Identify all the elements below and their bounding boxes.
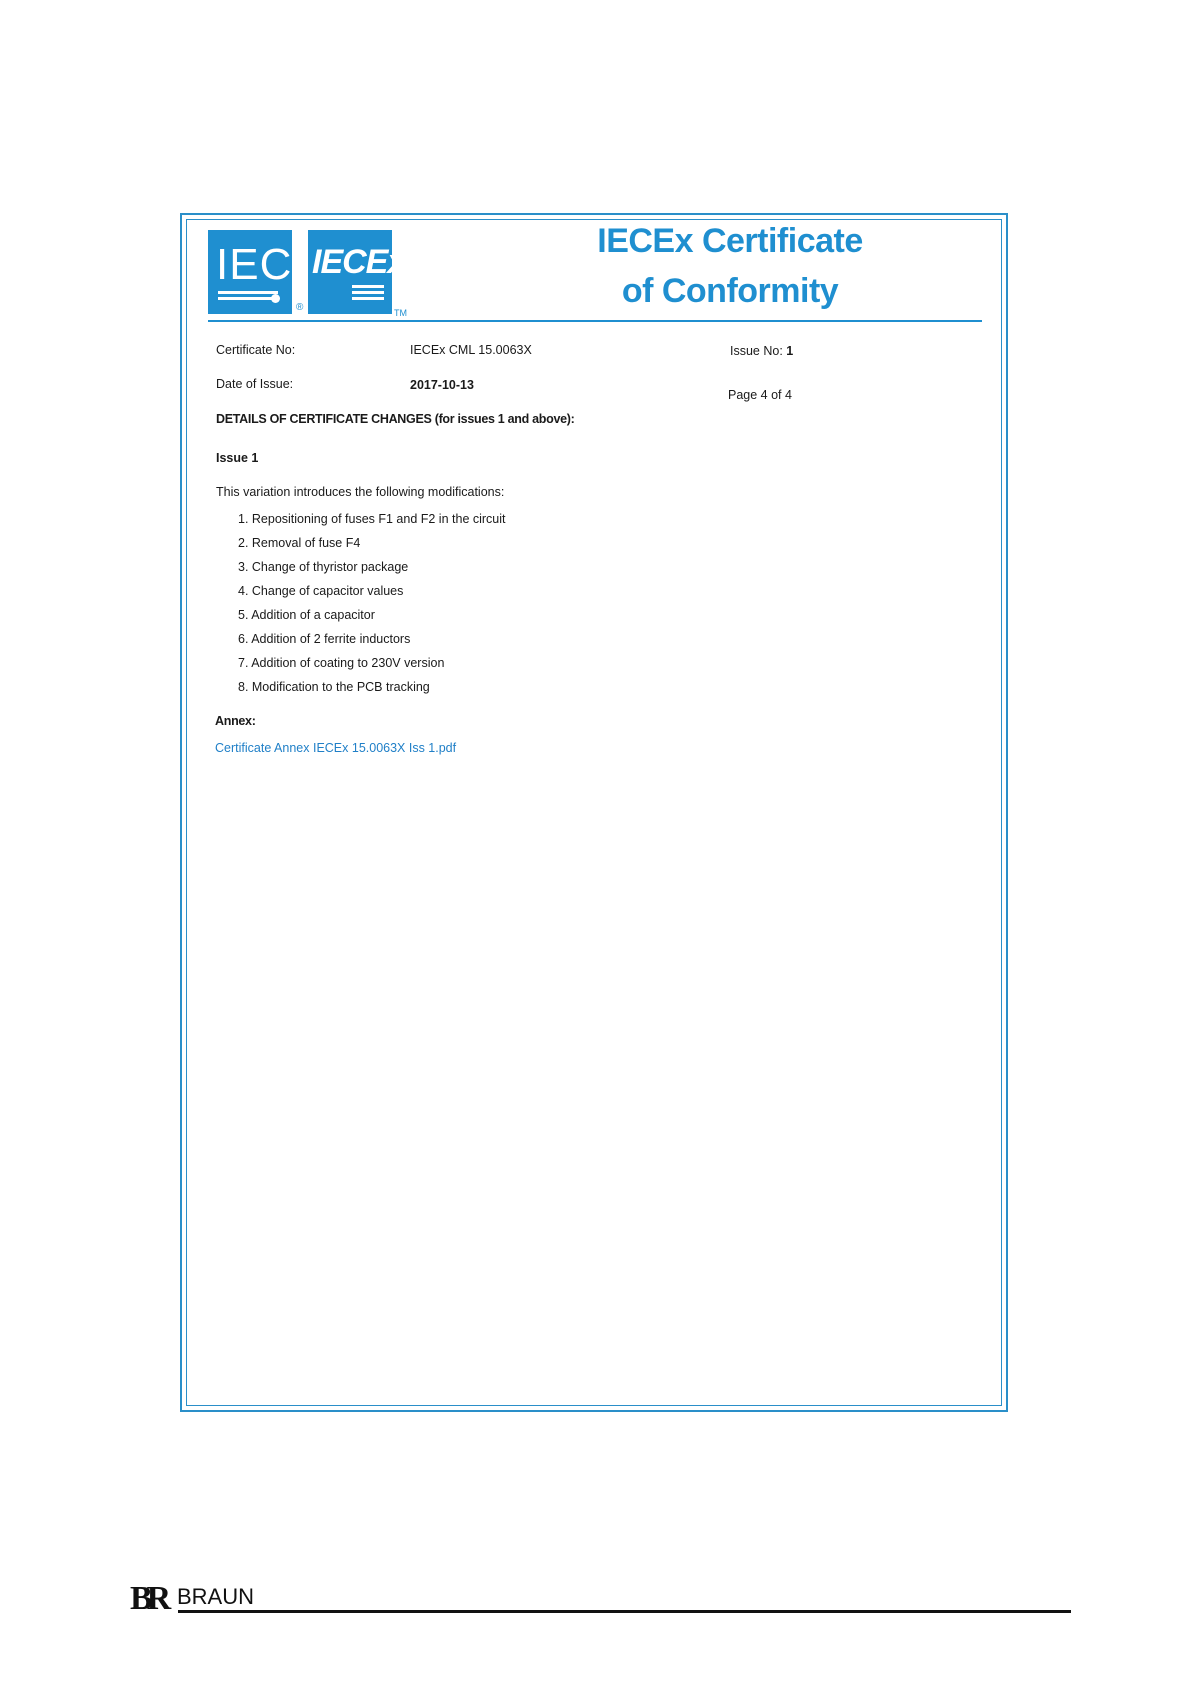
issue-no-value: 1 (786, 344, 794, 358)
annex-label: Annex: (215, 714, 256, 728)
certificate-frame-inner (186, 219, 1002, 1406)
list-item: 4. Change of capacitor values (238, 584, 404, 598)
iecex-logo-text: IECEx (312, 243, 406, 281)
trademark: TM (394, 308, 407, 318)
list-item: 5. Addition of a capacitor (238, 608, 375, 622)
list-item: 3. Change of thyristor package (238, 560, 409, 574)
iec-logo-text: IEC (216, 240, 293, 289)
page-number: Page 4 of 4 (728, 388, 792, 402)
list-item: 6. Addition of 2 ferrite inductors (238, 632, 411, 646)
header-rule (208, 320, 982, 322)
issue-no-label: Issue No: (730, 344, 783, 358)
certificate-no-value: IECEx CML 15.0063X (410, 343, 532, 357)
changes-heading: DETAILS OF CERTIFICATE CHANGES (for issues 1 and above): (216, 412, 575, 426)
braun-brand-name: BRAUN (177, 1584, 255, 1609)
changes-intro: This variation introduces the following modifications: (216, 485, 505, 499)
certificate-no-label: Certificate No: (216, 343, 296, 357)
registered-mark: ® (296, 302, 304, 313)
annex-link[interactable]: Certificate Annex IECEx 15.0063X Iss 1.pdf (215, 741, 457, 755)
iec-logo-lines (218, 288, 278, 300)
braun-logo-mark: BR (130, 1580, 166, 1617)
certificate-title-line1: IECEx Certificate (597, 222, 863, 260)
iec-logo (208, 230, 292, 314)
date-value: 2017-10-13 (410, 378, 474, 392)
list-item: 1. Repositioning of fuses F1 and F2 in the circuit (238, 512, 506, 526)
footer-rule (178, 1610, 1071, 1613)
list-item: 8. Modification to the PCB tracking (238, 680, 430, 694)
issue-no (730, 344, 793, 358)
certificate-title-line2: of Conformity (621, 272, 839, 310)
list-item: 7. Addition of coating to 230V version (238, 656, 445, 670)
iecex-logo-lines (352, 282, 384, 300)
issue-heading: Issue 1 (216, 451, 259, 465)
date-label: Date of Issue: (216, 377, 294, 391)
list-item: 2. Removal of fuse F4 (238, 536, 361, 550)
iec-logo-dot (271, 294, 280, 303)
